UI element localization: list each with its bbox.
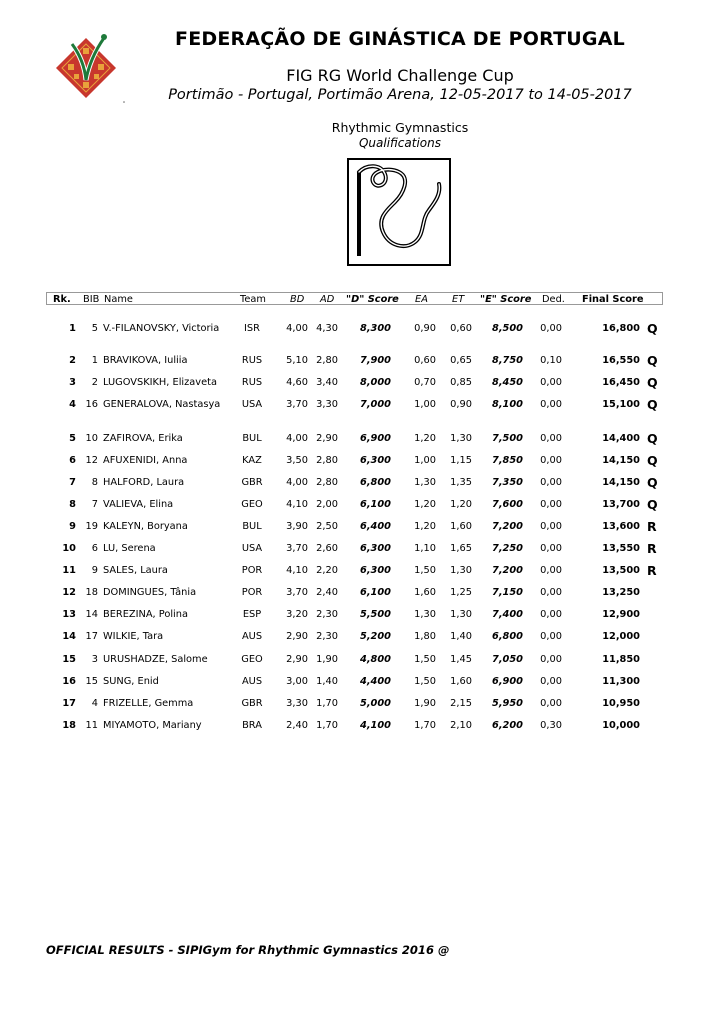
cell-et: 1,30 [450,433,472,444]
cell-d-score: 4,400 [360,676,391,687]
table-row [46,455,663,477]
cell-team: RUS [241,377,263,388]
cell-ea: 1,70 [414,720,436,731]
cell-et: 1,45 [450,654,472,665]
cell-et: 2,10 [450,720,472,731]
cell-bd: 3,30 [286,698,308,709]
cell-bib: 6 [91,543,98,554]
cell-name: FRIZELLE, Gemma [103,698,194,709]
cell-bib: 7 [91,499,98,510]
cell-d-score: 6,100 [360,499,391,510]
cell-et: 1,40 [450,631,472,642]
table-header [46,292,663,305]
cell-bd: 3,70 [286,587,308,598]
cell-ad: 2,50 [316,521,338,532]
cell-final: 12,000 [602,631,640,642]
discipline: Rhythmic Gymnastics [331,120,469,135]
cell-et: 0,60 [450,323,472,334]
cell-bd: 3,00 [286,676,308,687]
col-e-score: "E" Score [480,294,532,305]
cell-rank: 2 [69,355,76,366]
cell-e-score: 6,900 [492,676,523,687]
cell-et: 1,15 [450,455,472,466]
cell-qualification: Q [647,375,658,390]
table-row [46,654,663,676]
cell-et: 1,60 [450,521,472,532]
cell-bib: 2 [91,377,98,388]
cell-ded: 0,00 [540,477,562,488]
cell-team: POR [241,587,263,598]
cell-bib: 14 [85,609,98,620]
cell-d-score: 6,400 [360,521,391,532]
cell-ad: 3,30 [316,399,338,410]
cell-e-score: 7,850 [492,455,523,466]
cell-name: SALES, Laura [103,565,168,576]
cell-qualification: Q [647,497,658,512]
cell-ad: 2,60 [316,543,338,554]
cell-e-score: 7,150 [492,587,523,598]
cell-ded: 0,30 [540,720,562,731]
event-venue: Portimão - Portugal, Portimão Arena, 12-05-2017 to 14-05-2017 [168,87,632,103]
col-team: Team [240,294,266,305]
cell-ad: 2,40 [316,587,338,598]
cell-d-score: 5,500 [360,609,391,620]
cell-ded: 0,00 [540,455,562,466]
cell-ad: 4,30 [316,323,338,334]
cell-d-score: 5,200 [360,631,391,642]
cell-ea: 1,20 [414,499,436,510]
cell-e-score: 8,750 [492,355,523,366]
cell-name: BEREZINA, Polina [103,609,188,620]
cell-d-score: 8,000 [360,377,391,388]
cell-d-score: 6,100 [360,587,391,598]
federation-logo-icon [50,30,130,110]
cell-bd: 3,70 [286,543,308,554]
cell-ded: 0,00 [540,587,562,598]
cell-rank: 11 [62,565,76,576]
cell-ad: 1,90 [316,654,338,665]
cell-d-score: 6,300 [360,455,391,466]
cell-qualification: Q [647,453,658,468]
cell-bd: 3,20 [286,609,308,620]
cell-final: 15,100 [602,399,640,410]
cell-rank: 15 [62,654,76,665]
table-row [46,355,663,377]
cell-final: 13,700 [602,499,640,510]
cell-ea: 1,20 [414,433,436,444]
cell-ea: 1,80 [414,631,436,642]
cell-rank: 17 [62,698,76,709]
cell-team: RUS [241,355,263,366]
cell-ea: 1,30 [414,477,436,488]
cell-name: URUSHADZE, Salome [103,654,208,665]
cell-name: KALEYN, Boryana [103,521,188,532]
cell-ad: 2,30 [316,631,338,642]
cell-team: BUL [242,521,262,532]
cell-rank: 5 [69,433,76,444]
col-d-score: "D" Score [346,294,399,305]
cell-d-score: 6,800 [360,477,391,488]
cell-bd: 4,10 [286,565,308,576]
table-row [46,587,663,609]
cell-e-score: 7,200 [492,565,523,576]
cell-bd: 2,90 [286,631,308,642]
cell-team: GEO [241,499,263,510]
cell-qualification: R [647,519,657,534]
cell-et: 2,15 [450,698,472,709]
cell-d-score: 6,900 [360,433,391,444]
cell-ad: 2,30 [316,609,338,620]
cell-rank: 8 [69,499,76,510]
cell-rank: 16 [62,676,76,687]
cell-name: VALIEVA, Elina [103,499,174,510]
cell-qualification: Q [647,475,658,490]
cell-ded: 0,00 [540,609,562,620]
competition-phase: Qualifications [358,136,441,150]
cell-name: HALFORD, Laura [103,477,185,488]
cell-e-score: 6,800 [492,631,523,642]
cell-qualification: R [647,563,657,578]
cell-team: AUS [241,631,263,642]
col-ded: Ded. [542,294,565,305]
cell-d-score: 8,300 [360,323,391,334]
cell-rank: 10 [62,543,76,554]
cell-name: MIYAMOTO, Mariany [103,720,202,731]
cell-final: 14,150 [602,477,640,488]
cell-name: DOMINGUES, Tânia [103,587,197,598]
cell-et: 1,60 [450,676,472,687]
cell-bd: 4,00 [286,477,308,488]
cell-name: LUGOVSKIKH, Elizaveta [103,377,217,388]
cell-ad: 2,90 [316,433,338,444]
col-et: ET [452,294,465,305]
cell-final: 11,300 [602,676,640,687]
cell-bib: 8 [91,477,98,488]
cell-name: WILKIE, Tara [103,631,164,642]
cell-bd: 4,60 [286,377,308,388]
cell-team: GEO [241,654,263,665]
cell-ad: 2,80 [316,477,338,488]
cell-bd: 2,40 [286,720,308,731]
cell-bib: 4 [91,698,98,709]
cell-et: 1,30 [450,609,472,620]
table-row [46,323,663,353]
cell-bd: 3,50 [286,455,308,466]
cell-d-score: 5,000 [360,698,391,709]
cell-team: POR [241,565,263,576]
cell-et: 1,35 [450,477,472,488]
cell-bd: 4,00 [286,323,308,334]
table-row [46,631,663,653]
cell-ad: 2,00 [316,499,338,510]
cell-final: 14,150 [602,455,640,466]
cell-e-score: 7,500 [492,433,523,444]
cell-name: SUNG, Enid [103,676,159,687]
cell-rank: 18 [62,720,76,731]
cell-d-score: 7,000 [360,399,391,410]
footer-text: OFFICIAL RESULTS - SIPIGym for Rhythmic Gymnastics 2016 @ [46,943,450,957]
cell-bd: 2,90 [286,654,308,665]
cell-ded: 0,00 [540,654,562,665]
cell-d-score: 4,100 [360,720,391,731]
cell-d-score: 4,800 [360,654,391,665]
cell-ded: 0,00 [540,631,562,642]
table-row [46,499,663,521]
cell-ad: 2,80 [316,455,338,466]
cell-bib: 18 [85,587,98,598]
col-final: Final Score [582,294,644,305]
table-row [46,433,663,455]
cell-team: USA [241,543,263,554]
cell-ea: 0,60 [414,355,436,366]
cell-bib: 9 [91,565,98,576]
cell-ded: 0,00 [540,323,562,334]
cell-ded: 0,00 [540,399,562,410]
cell-rank: 6 [69,455,76,466]
cell-ded: 0,00 [540,521,562,532]
cell-e-score: 8,450 [492,377,523,388]
cell-rank: 14 [62,631,76,642]
cell-bib: 3 [91,654,98,665]
cell-e-score: 8,500 [492,323,523,334]
cell-bib: 5 [91,323,98,334]
cell-e-score: 7,200 [492,521,523,532]
cell-ded: 0,00 [540,565,562,576]
cell-ad: 2,80 [316,355,338,366]
cell-bib: 19 [85,521,98,532]
table-row [46,521,663,543]
event-name: FIG RG World Challenge Cup [286,66,514,85]
cell-qualification: Q [647,321,658,336]
cell-d-score: 7,900 [360,355,391,366]
cell-d-score: 6,300 [360,543,391,554]
cell-ad: 1,40 [316,676,338,687]
table-row [46,565,663,587]
cell-rank: 7 [69,477,76,488]
cell-bd: 4,00 [286,433,308,444]
table-row [46,676,663,698]
cell-ea: 1,60 [414,587,436,598]
cell-final: 10,000 [602,720,640,731]
cell-ea: 1,10 [414,543,436,554]
col-name: Name [104,294,133,305]
ribbon-apparatus-icon [347,158,451,266]
cell-et: 1,25 [450,587,472,598]
cell-ded: 0,00 [540,676,562,687]
cell-bib: 11 [85,720,98,731]
cell-et: 0,85 [450,377,472,388]
cell-ad: 3,40 [316,377,338,388]
cell-bib: 17 [85,631,98,642]
cell-rank: 12 [62,587,76,598]
col-bd: BD [290,294,305,305]
cell-qualification: Q [647,397,658,412]
cell-ea: 1,50 [414,565,436,576]
cell-bd: 3,90 [286,521,308,532]
cell-ded: 0,10 [540,355,562,366]
cell-name: BRAVIKOVA, Iuliia [103,355,188,366]
cell-ea: 1,00 [414,399,436,410]
cell-e-score: 6,200 [492,720,523,731]
cell-bd: 3,70 [286,399,308,410]
cell-e-score: 8,100 [492,399,523,410]
cell-final: 10,950 [602,698,640,709]
col-bib: BIB [83,294,100,305]
federation-title: FEDERAÇÃO DE GINÁSTICA DE PORTUGAL [175,28,625,50]
cell-ea: 1,20 [414,521,436,532]
cell-ea: 1,90 [414,698,436,709]
cell-e-score: 5,950 [492,698,523,709]
cell-ea: 1,50 [414,676,436,687]
cell-name: ZAFIROVA, Erika [103,433,183,444]
cell-final: 16,800 [602,323,640,334]
cell-team: BRA [242,720,262,731]
cell-name: AFUXENIDI, Anna [103,455,188,466]
cell-ded: 0,00 [540,433,562,444]
table-row [46,609,663,631]
cell-ad: 2,20 [316,565,338,576]
cell-name: LU, Serena [103,543,156,554]
cell-final: 13,600 [602,521,640,532]
cell-rank: 4 [69,399,76,410]
cell-ea: 0,70 [414,377,436,388]
cell-bib: 15 [85,676,98,687]
cell-rank: 3 [69,377,76,388]
cell-team: AUS [241,676,263,687]
results-table [46,292,663,731]
cell-final: 13,550 [602,543,640,554]
cell-final: 11,850 [602,654,640,665]
table-row [46,543,663,565]
cell-rank: 9 [69,521,76,532]
cell-rank: 1 [69,323,76,334]
cell-bd: 5,10 [286,355,308,366]
cell-et: 0,65 [450,355,472,366]
cell-e-score: 7,250 [492,543,523,554]
cell-qualification: R [647,541,657,556]
cell-final: 16,550 [602,355,640,366]
cell-ea: 1,00 [414,455,436,466]
cell-qualification: Q [647,353,658,368]
table-row [46,720,663,742]
cell-e-score: 7,350 [492,477,523,488]
table-row [46,399,663,433]
cell-bd: 4,10 [286,499,308,510]
cell-final: 14,400 [602,433,640,444]
cell-ded: 0,00 [540,543,562,554]
table-row [46,477,663,499]
col-rank: Rk. [53,294,71,305]
cell-final: 16,450 [602,377,640,388]
cell-name: GENERALOVA, Nastasya [103,399,221,410]
cell-bib: 10 [85,433,98,444]
cell-team: GBR [241,698,263,709]
cell-bib: 1 [91,355,98,366]
cell-bib: 12 [85,455,98,466]
table-row [46,698,663,720]
cell-team: ISR [244,323,260,334]
cell-ded: 0,00 [540,377,562,388]
cell-bib: 16 [85,399,98,410]
col-ea: EA [415,294,428,305]
cell-ded: 0,00 [540,499,562,510]
cell-team: ESP [242,609,262,620]
cell-et: 0,90 [450,399,472,410]
cell-e-score: 7,400 [492,609,523,620]
table-row [46,377,663,399]
col-ad: AD [320,294,335,305]
cell-qualification: Q [647,431,658,446]
cell-et: 1,65 [450,543,472,554]
cell-e-score: 7,600 [492,499,523,510]
cell-final: 12,900 [602,609,640,620]
cell-rank: 13 [62,609,76,620]
cell-ea: 0,90 [414,323,436,334]
cell-e-score: 7,050 [492,654,523,665]
cell-ea: 1,50 [414,654,436,665]
cell-team: GBR [241,477,263,488]
cell-team: BUL [242,433,262,444]
cell-d-score: 6,300 [360,565,391,576]
cell-final: 13,250 [602,587,640,598]
cell-et: 1,20 [450,499,472,510]
cell-team: KAZ [242,455,262,466]
cell-team: USA [241,399,263,410]
cell-ad: 1,70 [316,698,338,709]
cell-et: 1,30 [450,565,472,576]
cell-name: V.-FILANOVSKY, Victoria [103,323,220,334]
cell-ea: 1,30 [414,609,436,620]
cell-ad: 1,70 [316,720,338,731]
cell-ded: 0,00 [540,698,562,709]
cell-final: 13,500 [602,565,640,576]
